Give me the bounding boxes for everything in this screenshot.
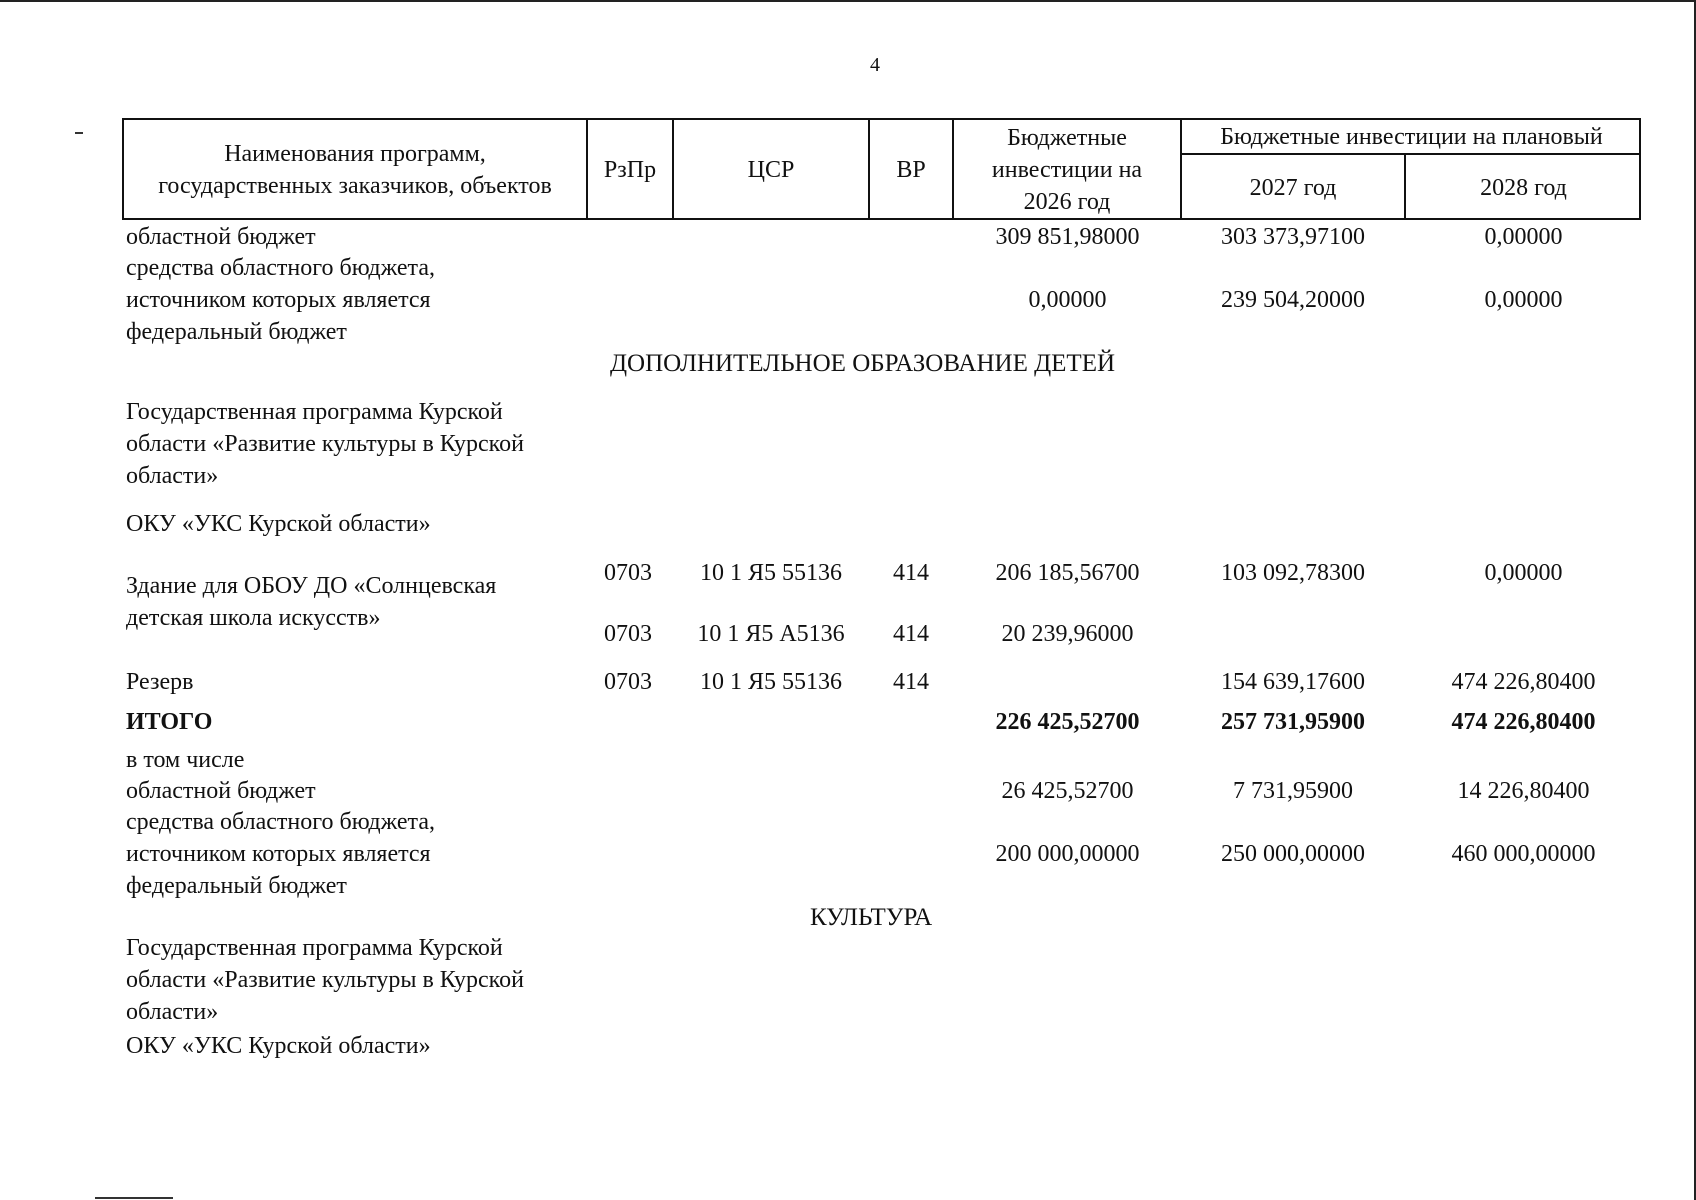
rzpr-code: 0703 — [604, 621, 652, 647]
csr-code: 10 1 Я5 А5136 — [697, 621, 845, 647]
row-label: средства областного бюджета, источником которых является федеральный бюджет — [126, 255, 435, 345]
section-heading: ДОПОЛНИТЕЛЬНОЕ ОБРАЗОВАНИЕ ДЕТЕЙ — [610, 350, 1116, 377]
program-title: Государственная программа Курской области «Развитие культуры в Курской области» — [126, 399, 524, 489]
customer-name: ОКУ «УКС Курской области» — [126, 511, 431, 537]
header-2026: Бюджетные инвестиции на 2026 год — [991, 125, 1143, 215]
header-rzpr: РзПр — [603, 157, 657, 183]
value-2028: 0,00000 — [1484, 560, 1563, 586]
vr-code: 414 — [893, 560, 929, 586]
value-2028: 14 226,80400 — [1457, 778, 1590, 804]
total-2026: 226 425,52700 — [995, 709, 1140, 735]
total-2027: 257 731,95900 — [1221, 709, 1365, 735]
value-2026: 0,00000 — [1028, 287, 1107, 313]
page-border-top — [0, 0, 1696, 2]
reserve-label: Резерв — [126, 669, 194, 695]
row-label: средства областного бюджета, источником которых является федеральный бюджет — [126, 809, 435, 899]
header-2027: 2027 год — [1249, 174, 1337, 201]
row-label: областной бюджет — [126, 224, 316, 250]
object-name: Здание для ОБОУ ДО «Солнцевская детская школа искусств» — [126, 573, 497, 631]
value-2028: 460 000,00000 — [1451, 841, 1596, 867]
value-2028: 0,00000 — [1484, 224, 1563, 250]
customer-name: ОКУ «УКС Курской области» — [126, 1033, 431, 1059]
value-2026: 20 239,96000 — [1001, 621, 1134, 647]
value-2027: 154 639,17600 — [1221, 669, 1365, 695]
row-label: областной бюджет — [126, 778, 316, 804]
total-label: ИТОГО — [126, 709, 213, 735]
csr-code: 10 1 Я5 55136 — [699, 560, 842, 586]
rzpr-code: 0703 — [604, 560, 652, 586]
csr-code: 10 1 Я5 55136 — [699, 669, 842, 695]
footer-line — [95, 1197, 173, 1199]
rzpr-code: 0703 — [604, 669, 652, 695]
page-number: 4 — [870, 54, 880, 76]
including-label: в том числе — [126, 747, 245, 773]
header-name: Наименования программ, государственных заказчиков, объектов — [158, 141, 552, 199]
header-2028: 2028 год — [1480, 174, 1567, 201]
section-heading: КУЛЬТУРА — [810, 904, 933, 931]
value-2026: 200 000,00000 — [995, 841, 1140, 867]
header-vr: ВР — [896, 157, 926, 183]
vr-code: 414 — [893, 669, 929, 695]
vr-code: 414 — [893, 621, 929, 647]
value-2027: 7 731,95900 — [1233, 778, 1353, 804]
value-2026: 309 851,98000 — [995, 224, 1140, 250]
value-2028: 0,00000 — [1484, 287, 1563, 313]
header-planned: Бюджетные инвестиции на плановый — [1220, 123, 1603, 150]
total-2028: 474 226,80400 — [1451, 709, 1596, 735]
margin-mark — [75, 132, 83, 134]
value-2026: 26 425,52700 — [1001, 778, 1134, 804]
value-2027: 250 000,00000 — [1221, 841, 1365, 867]
value-2027: 303 373,97100 — [1221, 224, 1365, 250]
value-2027: 103 092,78300 — [1221, 560, 1365, 586]
header-csr: ЦСР — [747, 157, 795, 183]
table-header — [122, 118, 1641, 220]
program-title: Государственная программа Курской области «Развитие культуры в Курской области» — [126, 935, 524, 1025]
value-2028: 474 226,80400 — [1451, 669, 1596, 695]
value-2026: 206 185,56700 — [995, 560, 1140, 586]
value-2027: 239 504,20000 — [1221, 287, 1365, 313]
